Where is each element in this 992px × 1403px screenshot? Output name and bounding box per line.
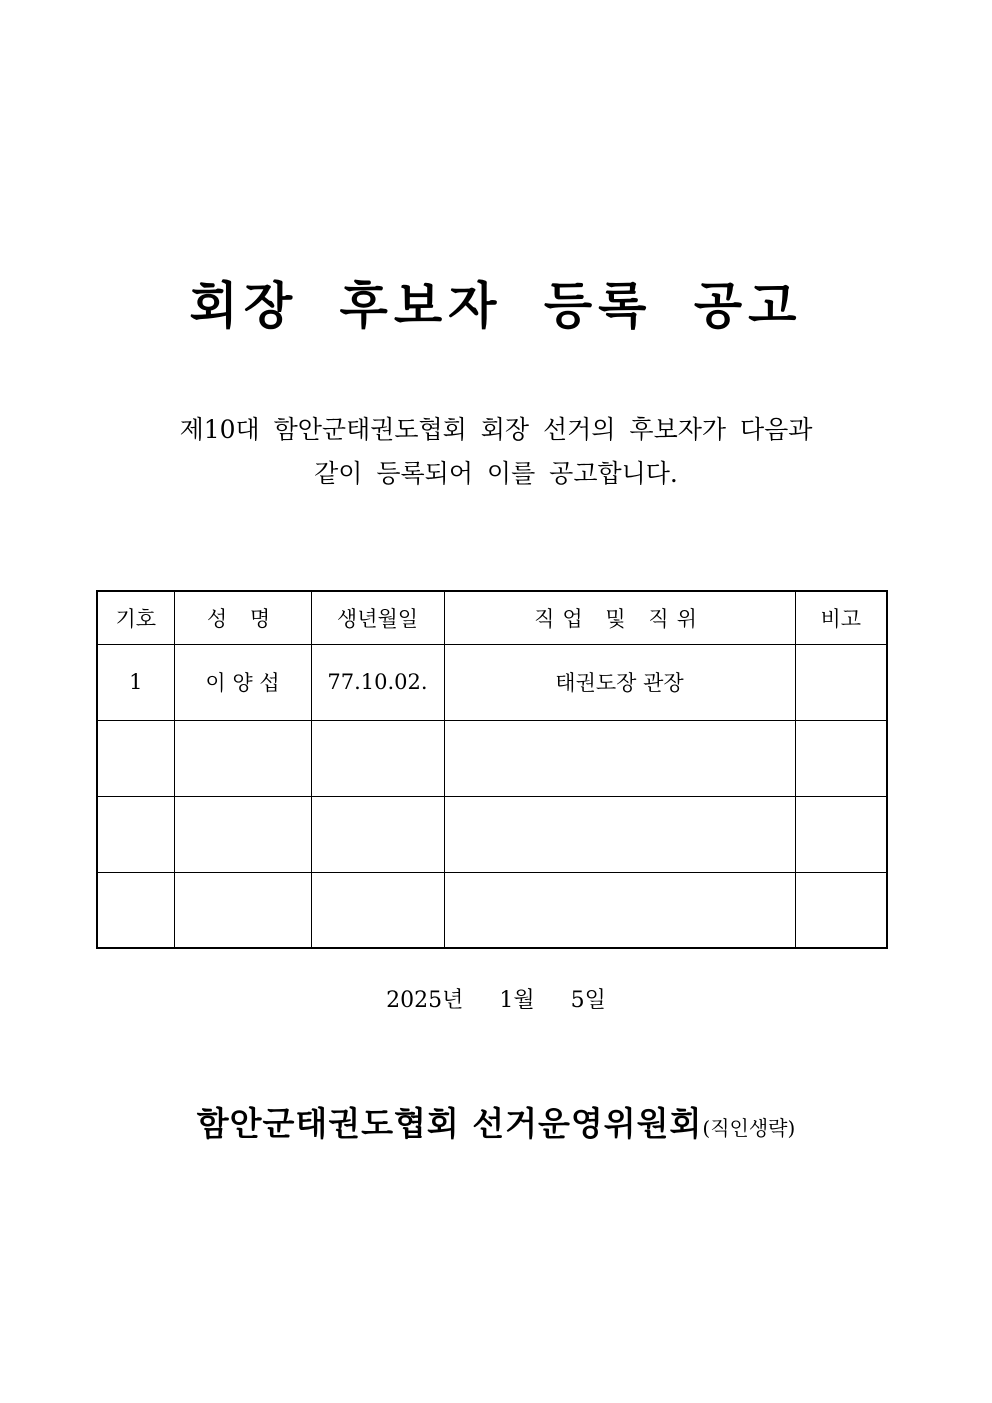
announcement-date <box>0 986 992 1016</box>
header-birthdate: 생년월일 <box>311 591 444 644</box>
committee-name: 함안군태권도협회 선거운영위원회 <box>196 1104 703 1143</box>
table-row <box>97 796 887 872</box>
table-row <box>97 872 887 948</box>
header-remarks: 비고 <box>795 591 887 644</box>
cell-occupation <box>444 720 795 796</box>
cell-occupation <box>444 796 795 872</box>
cell-number <box>97 872 174 948</box>
intro-line-2: 같이 등록되어 이를 공고합니다. <box>314 459 678 488</box>
cell-name: 이 양 섭 <box>174 644 311 720</box>
seal-omitted-note: (직인생략) <box>702 1116 796 1140</box>
document-title: 회장 후보자 등록 공고 <box>189 276 803 335</box>
cell-birthdate <box>311 796 444 872</box>
table-header-row <box>97 591 887 644</box>
cell-name <box>174 872 311 948</box>
cell-number: 1 <box>97 644 174 720</box>
cell-occupation: 태권도장 관장 <box>444 644 795 720</box>
table-row <box>97 720 887 796</box>
cell-birthdate <box>311 872 444 948</box>
header-name: 성 명 <box>174 591 311 644</box>
cell-remarks <box>795 872 887 948</box>
date-month: 1월 <box>499 988 535 1013</box>
cell-occupation <box>444 872 795 948</box>
cell-remarks <box>795 796 887 872</box>
cell-name <box>174 796 311 872</box>
cell-name <box>174 720 311 796</box>
date-year: 2025년 <box>386 988 464 1013</box>
date-day: 5일 <box>570 988 606 1013</box>
cell-birthdate: 77.10.02. <box>311 644 444 720</box>
cell-number <box>97 720 174 796</box>
header-number: 기호 <box>97 591 174 644</box>
cell-number <box>97 796 174 872</box>
header-occupation: 직업 및 직위 <box>444 591 795 644</box>
cell-birthdate <box>311 720 444 796</box>
cell-remarks <box>795 720 887 796</box>
candidate-table <box>96 590 888 949</box>
table-row <box>97 644 887 720</box>
cell-remarks <box>795 644 887 720</box>
intro-line-1: 제10대 함안군태권도협회 회장 선거의 후보자가 다음과 <box>179 415 813 444</box>
signature-block <box>0 1102 992 1150</box>
